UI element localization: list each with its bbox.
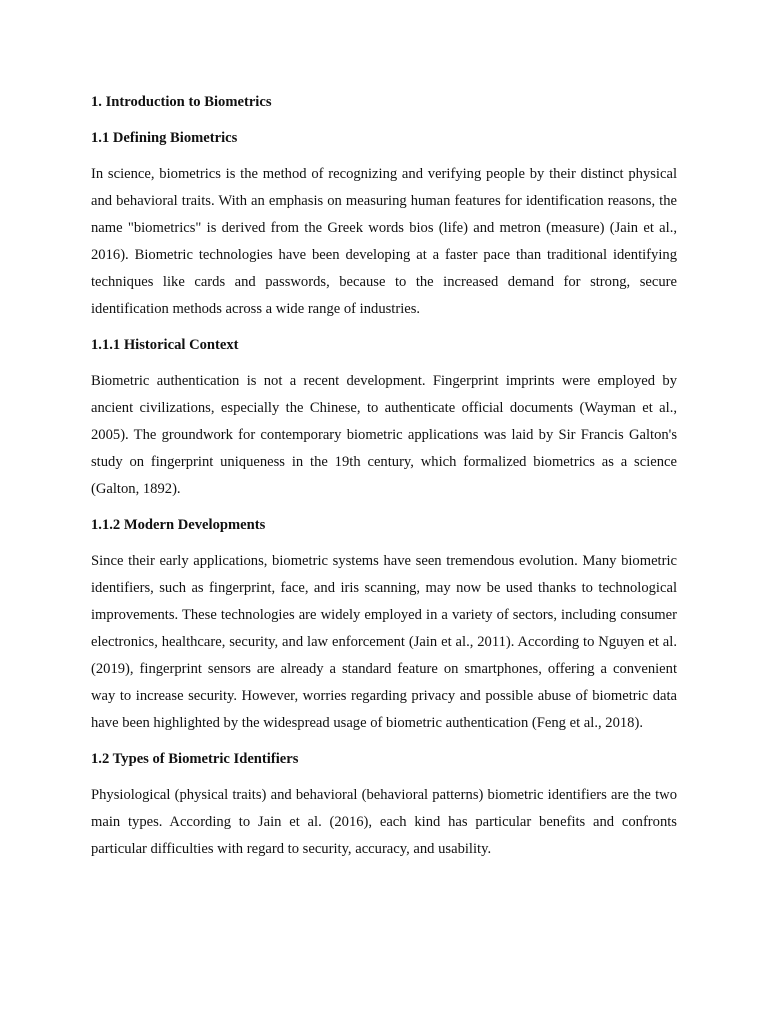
section-heading-defining-biometrics: 1.1 Defining Biometrics <box>91 130 238 146</box>
section-heading-modern-developments: 1.1.2 Modern Developments <box>91 517 266 533</box>
section-heading-introduction: 1. Introduction to Biometrics <box>91 94 272 110</box>
paragraph-defining-biometrics: In science, biometrics is the method of recognizing and verifying people by their distinct physical and behavioral traits. With an emphasis on measuring human features for identification reasons, the name "biometrics" is derived from the Greek words bios (life) and metron (measure) (Jain et al., 2016). Biometric technologies have been developing at a faster pace than traditional identifying techniques like cards and passwords, because to the increased demand for strong, secure identification methods across a wide range of industries. <box>91 166 677 317</box>
section-heading-types-of-identifiers: 1.2 Types of Biometric Identifiers <box>91 751 299 767</box>
section-heading-historical-context: 1.1.1 Historical Context <box>91 337 239 353</box>
paragraph-modern-developments: Since their early applications, biometric systems have seen tremendous evolution. Many biometric identifiers, such as fingerprint, face, and iris scanning, may now be used thanks to technological improvements. These technologies are widely employed in a variety of sectors, including consumer electronics, healthcare, security, and law enforcement (Jain et al., 2011). According to Nguyen et al. (2019), fingerprint sensors are already a standard feature on smartphones, offering a convenient way to increase security. However, worries regarding privacy and possible abuse of biometric data have been highlighted by the widespread usage of biometric authentication (Feng et al., 2018). <box>91 553 677 731</box>
paragraph-types-of-identifiers: Physiological (physical traits) and behavioral (behavioral patterns) biometric identifiers are the two main types. According to Jain et al. (2016), each kind has particular benefits and confronts particular difficulties with regard to security, accuracy, and usability. <box>91 787 677 857</box>
paragraph-historical-context: Biometric authentication is not a recent development. Fingerprint imprints were employed by ancient civilizations, especially the Chinese, to authenticate official documents (Wayman et al., 2005). The groundwork for contemporary biometric applications was laid by Sir Francis Galton's study on fingerprint uniqueness in the 19th century, which formalized biometrics as a science (Galton, 1892). <box>91 373 677 497</box>
